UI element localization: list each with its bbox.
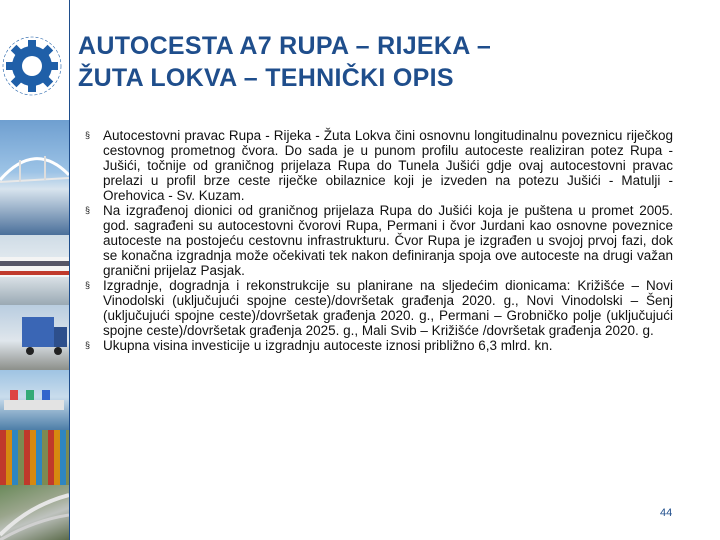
vertical-divider xyxy=(69,0,70,540)
bullet-text: Ukupna visina investicije u izgradnju autoceste iznosi približno 6,3 mlrd. kn. xyxy=(103,338,553,353)
truck-photo xyxy=(0,305,69,370)
bullet-marker: § xyxy=(85,280,91,290)
list-item xyxy=(85,203,673,278)
bridge-photo xyxy=(0,120,69,235)
highway-photo xyxy=(0,485,69,540)
bullet-text: Na izgrađenoj dionici od graničnog prijelaza Rupa do Jušići koja je puštena u promet 2005. god. sagrađeni su autocestovni čvorovi Rupa, Permani i čvor Jurdani kao osnovne poveznice autoceste na postojeću cestovnu infrastrukturu. Čvor Rupa je izgrađen u svojoj prvoj fazi, dok se konačna izgradnja može očekivati tek nakon definiranja spoja ove autoceste na drugi važan granični prijelaz Pasjak. xyxy=(103,203,673,278)
title-line-1: AUTOCESTA A7 RUPA – RIJEKA – xyxy=(78,32,492,60)
bullet-text: Autocestovni pravac Rupa - Rijeka - Žuta Lokva čini osnovnu longitudinalnu poveznicu riječkog cestovnog prometnog čvora. Do sada je u punom profilu autoceste realiziran potez Rupa - Jušići, točnije od graničnog prijelaza Rupa do Tunela Jušići gdje ovaj autocestovni pravac prelazi u profil brze ceste riječke obilaznice koji je izveden na potezu Jušići - Matulji - Orehovica - Sv. Kuzam. xyxy=(103,128,673,203)
title-line-2: ŽUTA LOKVA – TEHNIČKI OPIS xyxy=(78,64,454,92)
list-item xyxy=(85,338,673,353)
slide-title xyxy=(78,30,698,94)
containers-photo xyxy=(0,430,69,485)
bullet-marker: § xyxy=(85,130,91,140)
list-item xyxy=(85,278,673,338)
bullet-text: Izgradnje, dogradnja i rekonstrukcije su planirane na sljedećim dionicama: Križišće – Novi Vinodolski (uključujući spojne ceste)/dovršetak građenja 2020. g., Novi Vinodolski – Šenj (uključujući spojne ceste)/dovršetak građenja 2020. g., Permani – Grobničko polje (uključujući spojne ceste)/dovršetak građenja 2025. g., Mali Svib – Križišće /dovršetak građenja 2020. g. xyxy=(103,278,673,338)
train-photo xyxy=(0,235,69,305)
bullet-list xyxy=(85,128,673,353)
page-number: 44 xyxy=(660,507,673,519)
organization-logo xyxy=(2,8,66,108)
bullet-marker: § xyxy=(85,340,91,350)
list-item xyxy=(85,128,673,203)
bullet-marker: § xyxy=(85,205,91,215)
ship-photo xyxy=(0,370,69,430)
photo-strip xyxy=(0,120,69,540)
